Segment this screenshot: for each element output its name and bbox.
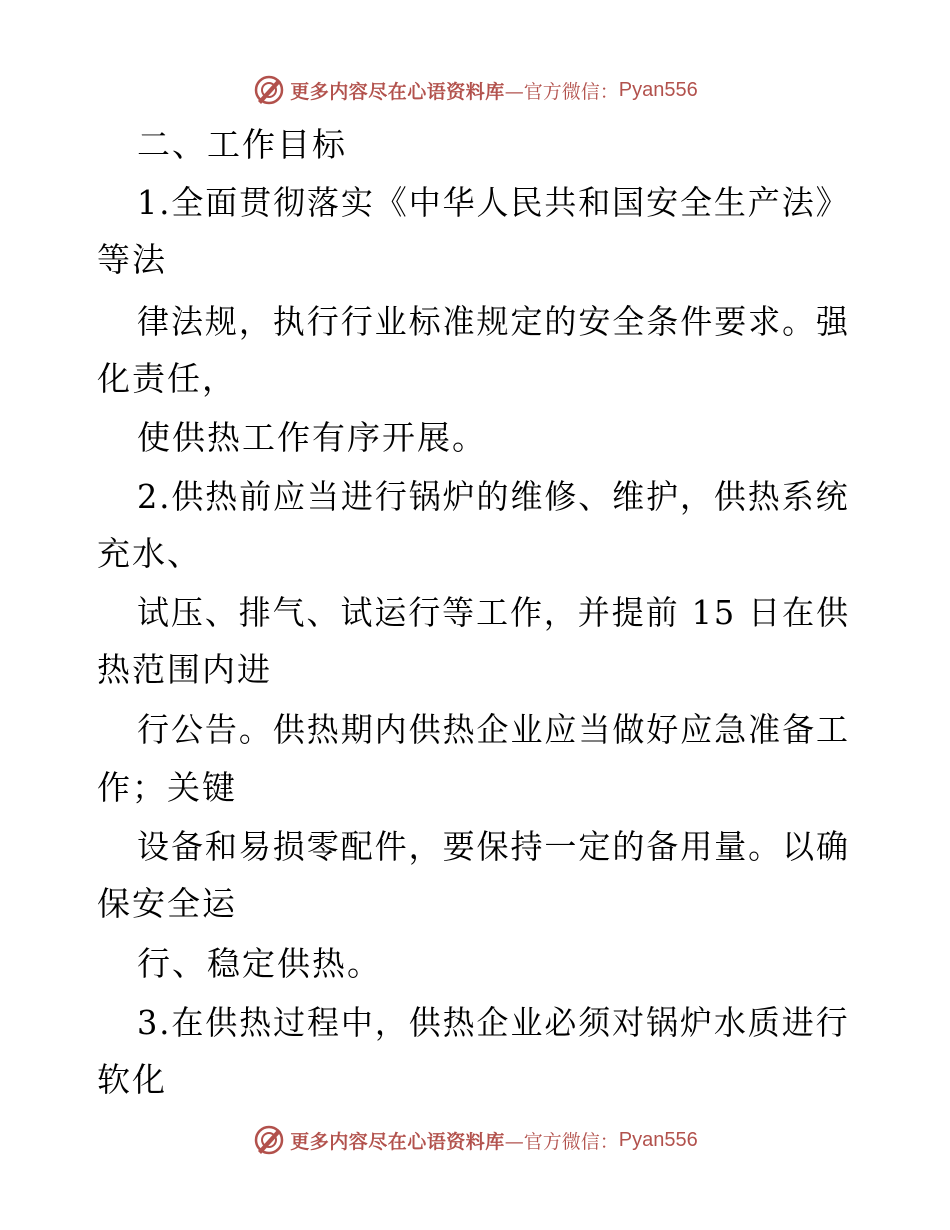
- paragraph-line: 行公告。供热期内供热企业应当做好应急准备工: [137, 710, 850, 749]
- paragraph-line: 2.供热前应当进行锅炉的维修、维护，供热系统: [137, 477, 850, 516]
- paragraph-line: 试压、排气、试运行等工作，并提前 15 日在供: [137, 593, 850, 632]
- paragraph-line: 行、稳定供热。: [137, 944, 382, 983]
- paragraph-line: 使供热工作有序开展。: [137, 418, 487, 457]
- paragraph-line: 化责任，: [97, 359, 237, 398]
- paragraph-line: 1.全面贯彻落实《中华人民共和国安全生产法》: [137, 183, 850, 222]
- header-watermark: [0, 70, 950, 110]
- watermark-text: 更多内容尽在心语资料库: [290, 1130, 505, 1153]
- paragraph-line: 保安全运: [97, 884, 237, 923]
- paragraph-line: 充水、: [97, 534, 202, 573]
- paragraph-line: 设备和易损零配件，要保持一定的备用量。以确: [137, 827, 850, 866]
- watermark-suffix: —官方微信：: [504, 1130, 619, 1153]
- paragraph-line: 热范围内进: [97, 650, 272, 689]
- footer-watermark: [0, 1120, 950, 1160]
- paragraph-line: 作；关键: [97, 768, 237, 807]
- watermark-wechat-id: Pyan556: [618, 1128, 698, 1151]
- watermark-text: 更多内容尽在心语资料库: [290, 80, 505, 103]
- paragraph-line: 软化: [97, 1060, 167, 1099]
- section-heading: 二、工作目标: [137, 125, 347, 164]
- brush-logo-icon: [252, 73, 286, 107]
- paragraph-line: 3.在供热过程中，供热企业必须对锅炉水质进行: [137, 1003, 850, 1042]
- paragraph-line: 等法: [97, 240, 167, 279]
- watermark-suffix: —官方微信：: [504, 80, 619, 103]
- brush-logo-icon: [252, 1123, 286, 1157]
- paragraph-line: 律法规，执行行业标准规定的安全条件要求。强: [137, 302, 850, 341]
- watermark-wechat-id: Pyan556: [618, 78, 698, 101]
